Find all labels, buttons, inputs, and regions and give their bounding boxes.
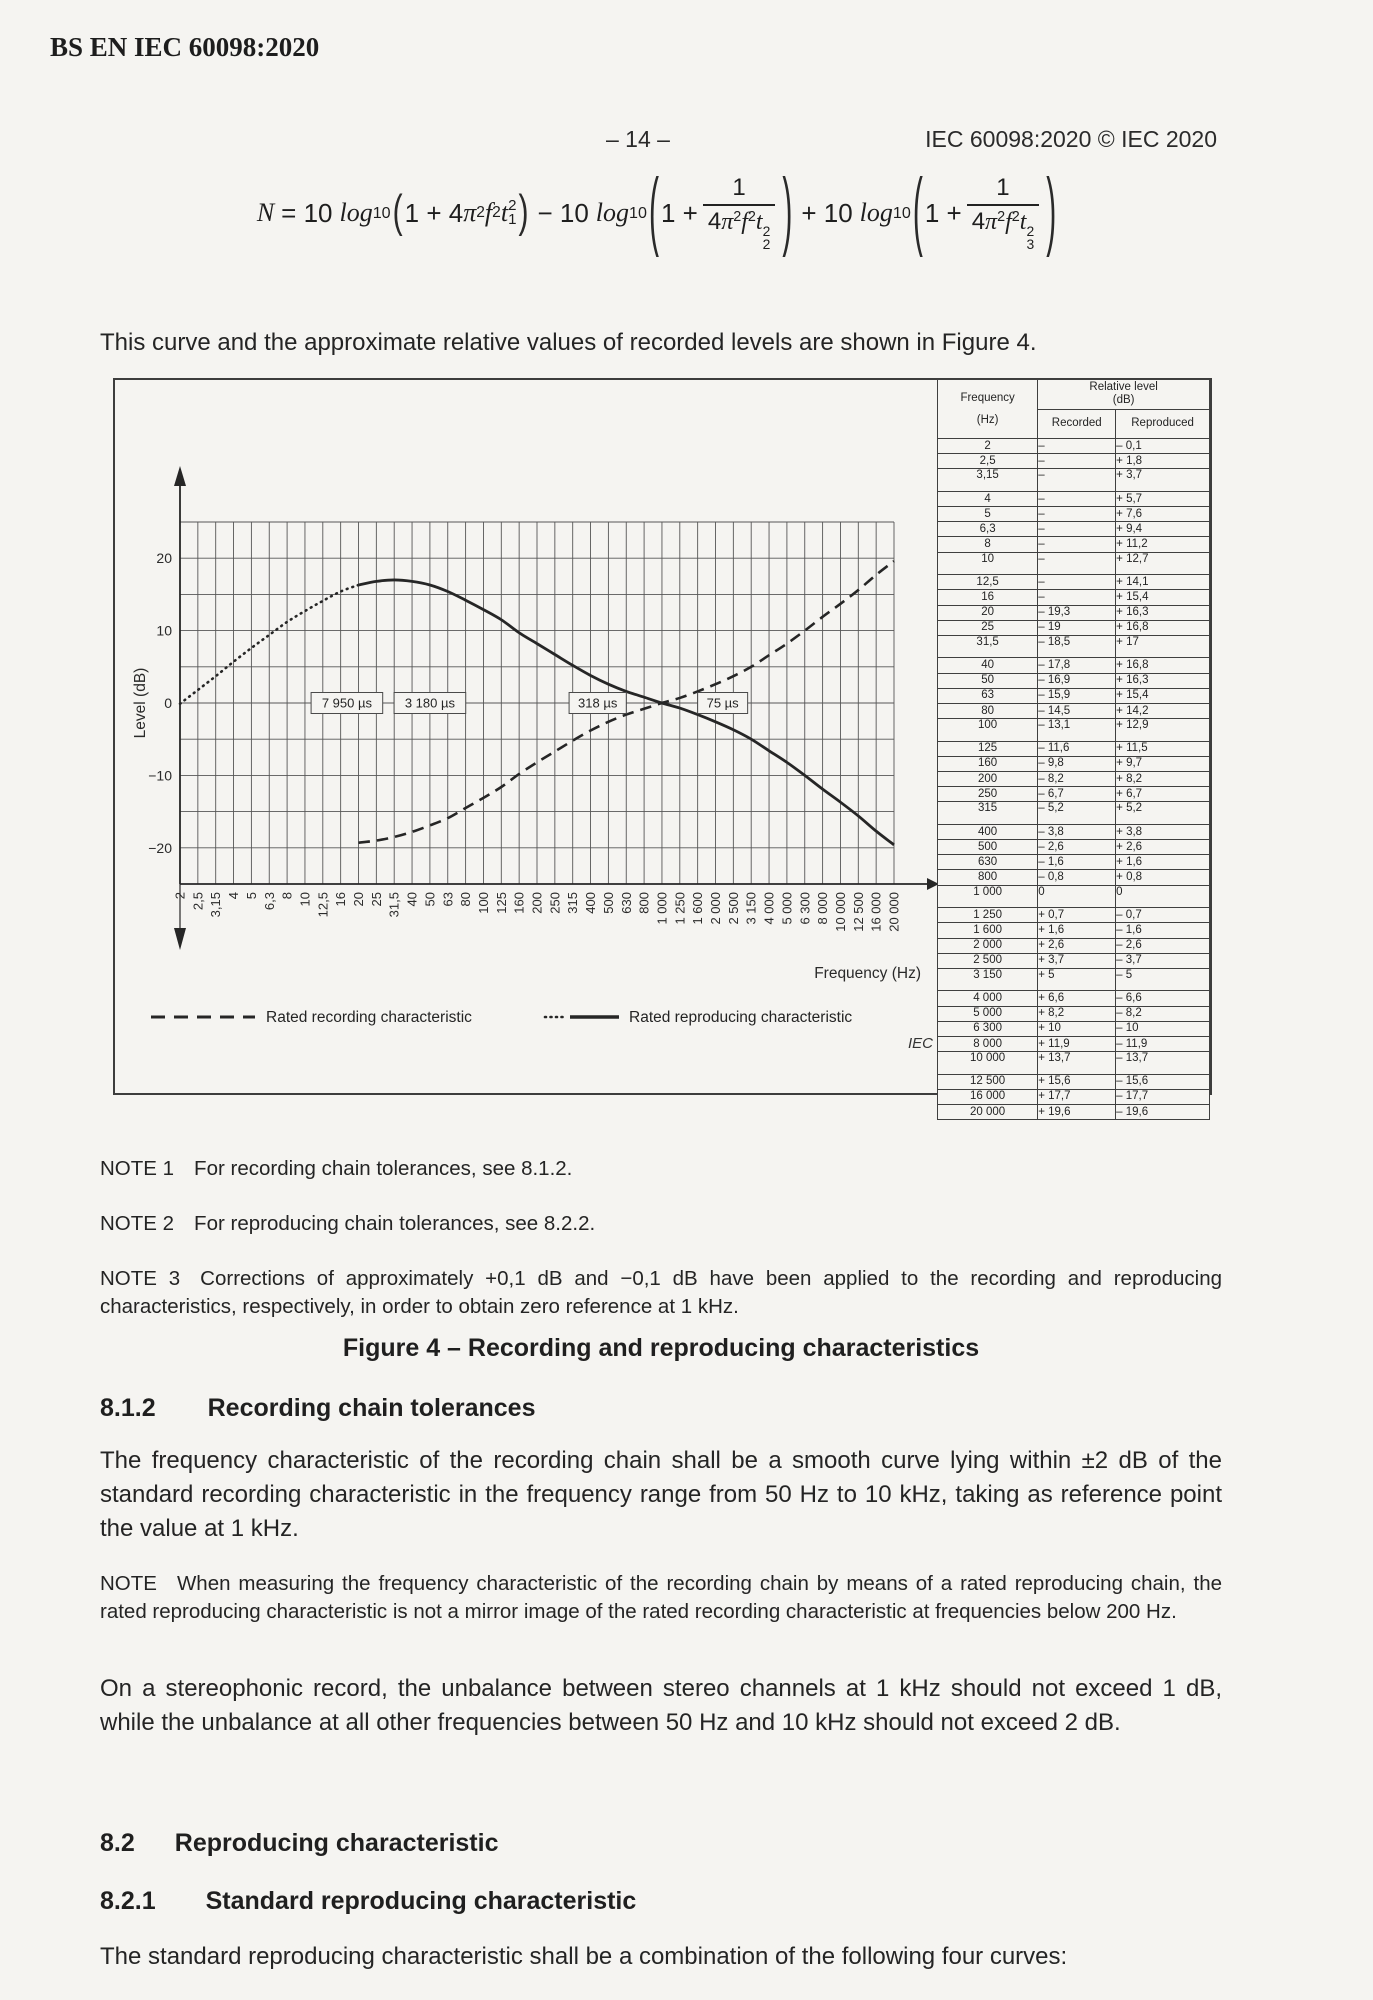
note-8-1-2: NOTE When measuring the frequency characteristic of the recording chain by means of a rated reproducing chain, the rated reproducing characteristic is not a mirror image of the rated recording characteristic at frequencies below 200 Hz. [100,1572,1222,1623]
frequency-cell: 250 [938,787,1038,802]
svg-text:16: 16 [333,892,349,907]
svg-text:6 300: 6 300 [797,892,813,925]
formula-term-1: N = 10 log 10 ( 1 + 4 π 2 f 2 t 2 1 ) [256,187,529,237]
table-row [938,908,1210,923]
reproduced-cell: – 2,6 [1116,938,1210,953]
table-row [938,1089,1210,1104]
table-row [938,454,1210,469]
reproduced-cell: + 0,8 [1116,870,1210,885]
svg-text:1 250: 1 250 [672,892,688,925]
reproduced-cell: – 13,7 [1116,1052,1210,1075]
frequency-cell: 630 [938,855,1038,870]
svg-text:2: 2 [172,892,188,900]
table-row [938,787,1210,802]
svg-text:12,5: 12,5 [315,892,331,918]
reproduced-cell: + 15,4 [1116,590,1210,605]
table-row [938,1052,1210,1075]
frequency-cell: 8 000 [938,1036,1038,1051]
y-axis-label: Level (dB) [132,667,149,739]
svg-text:7 950 µs: 7 950 µs [321,695,372,711]
reproduced-cell: – 0,7 [1116,908,1210,923]
relative-level-table [937,379,1210,1120]
table-row [938,1021,1210,1036]
svg-text:250: 250 [547,892,563,914]
table-row [938,439,1210,454]
frequency-cell: 6 300 [938,1021,1038,1036]
recorded-cell: + 15,6 [1038,1074,1116,1089]
svg-text:20 000: 20 000 [886,892,902,932]
svg-text:4: 4 [226,892,242,900]
reproduced-cell: – 5 [1116,968,1210,991]
paren-close: ) [782,163,793,260]
frequency-cell: 40 [938,658,1038,673]
recorded-cell: – 5,2 [1038,802,1116,825]
recorded-cell: – 16,9 [1038,673,1116,688]
table-row [938,719,1210,742]
recorded-cell: – 18,5 [1038,635,1116,658]
svg-text:40: 40 [404,892,420,907]
table-row [938,507,1210,522]
svg-text:0: 0 [164,695,172,711]
svg-text:3,15: 3,15 [208,892,224,918]
table-row [938,756,1210,771]
svg-text:2,5: 2,5 [190,892,206,911]
formula-term-2: − 10 log 10 ( 1 + 1 $4\pi^2f^2t$ 2 2 ) [537,174,794,251]
y-axis-tick-labels [148,550,172,856]
reproduced-cell: + 11,2 [1116,537,1210,552]
recorded-cell: – 9,8 [1038,756,1116,771]
x-axis-tick-labels [173,892,902,932]
frequency-cell: 50 [938,673,1038,688]
frequency-cell: 16 [938,590,1038,605]
svg-text:75 µs: 75 µs [706,695,739,711]
paragraph-stereo: On a stereophonic record, the unbalance between stereo channels at 1 kHz should not exceed 1 dB, while the unbalance at all other frequencies between 50 Hz and 10 kHz should not exceed 2 dB. [100,1675,1222,1736]
recorded-cell: – 2,6 [1038,840,1116,855]
svg-text:8: 8 [279,892,295,900]
frequency-cell: 800 [938,870,1038,885]
recorded-cell: – 19 [1038,620,1116,635]
svg-text:160: 160 [511,892,527,914]
reproduced-cell: + 16,8 [1116,658,1210,673]
heading-8-2-1: 8.2.1 Standard reproducing characteristic [100,1887,637,1915]
recorded-cell: – [1038,575,1116,590]
frequency-cell: 1 600 [938,923,1038,938]
reproduced-cell: + 16,8 [1116,620,1210,635]
relative-level-header: Relative level (dB) [1038,380,1210,410]
svg-text:125: 125 [493,892,509,914]
svg-text:Rated reproducing characterist: Rated reproducing characteristic [629,1009,853,1026]
recorded-cell: + 5 [1038,968,1116,991]
svg-text:−10: −10 [148,767,172,784]
reproduced-cell: – 0,1 [1116,439,1210,454]
reproduced-cell: – 6,6 [1116,991,1210,1006]
recorded-cell: – [1038,469,1116,492]
paren-close: ) [518,187,529,237]
svg-text:2 500: 2 500 [725,892,741,925]
svg-text:630: 630 [618,892,634,914]
svg-text:5 000: 5 000 [779,892,795,925]
svg-text:80: 80 [458,892,474,907]
reproduced-cell: + 5,2 [1116,802,1210,825]
recorded-cell: + 11,9 [1038,1036,1116,1051]
svg-text:318 µs: 318 µs [578,695,618,711]
table-row [938,923,1210,938]
table-row [938,522,1210,537]
table-row [938,840,1210,855]
svg-text:12 500: 12 500 [850,892,866,932]
svg-text:Rated recording characteristic: Rated recording characteristic [266,1009,472,1026]
table-row [938,1105,1210,1120]
recorded-cell: – 17,8 [1038,658,1116,673]
frequency-cell: 4 [938,491,1038,506]
recorded-cell: – 13,1 [1038,719,1116,742]
table-row [938,1036,1210,1051]
paren-open: ( [648,163,659,260]
reproduced-cell: + 7,6 [1116,507,1210,522]
reproduced-cell: + 6,7 [1116,787,1210,802]
svg-text:200: 200 [529,892,545,914]
table-row [938,741,1210,756]
frequency-cell: 2,5 [938,454,1038,469]
frequency-cell: 31,5 [938,635,1038,658]
table-row [938,673,1210,688]
note-3: NOTE 3 Corrections of approximately +0,1 dB and −0,1 dB have been applied to the recording and reproducing characteristics, respectively, in order to obtain zero reference at 1 kHz. [100,1267,1222,1318]
svg-text:100: 100 [475,892,491,914]
frequency-cell: 10 000 [938,1052,1038,1075]
svg-text:−20: −20 [148,839,172,856]
svg-text:6,3: 6,3 [261,892,277,911]
frequency-cell: 1 000 [938,885,1038,908]
frequency-cell: 16 000 [938,1089,1038,1104]
svg-text:800: 800 [636,892,652,914]
iec-mark: IEC [907,1035,933,1052]
frequency-cell: 3,15 [938,469,1038,492]
table-row [938,552,1210,575]
frequency-cell: 200 [938,772,1038,787]
reproduced-cell: + 14,2 [1116,703,1210,718]
frequency-cell: 400 [938,824,1038,839]
reproduced-column-header: Reproduced [1116,409,1210,439]
recorded-cell: + 2,6 [1038,938,1116,953]
table-row [938,991,1210,1006]
table-row [938,938,1210,953]
table-header [938,380,1210,439]
table-row [938,802,1210,825]
frequency-cell: 12 500 [938,1074,1038,1089]
recorded-cell: – 0,8 [1038,870,1116,885]
recorded-cell: – [1038,439,1116,454]
recorded-cell: – [1038,590,1116,605]
svg-text:63: 63 [440,892,456,907]
page-number: – 14 – [606,126,670,152]
frequency-cell: 2 [938,439,1038,454]
frequency-cell: 160 [938,756,1038,771]
reproduced-cell: – 11,9 [1116,1036,1210,1051]
svg-text:10: 10 [156,622,172,639]
reproduced-cell: + 9,7 [1116,756,1210,771]
svg-text:315: 315 [565,892,581,914]
frequency-cell: 2 000 [938,938,1038,953]
x-axis-label: Frequency (Hz) [814,965,921,982]
note-2: NOTE 2 For reproducing chain tolerances, see 8.2.2. [100,1212,596,1235]
recorded-cell: – 1,6 [1038,855,1116,870]
reproduced-cell: + 12,7 [1116,552,1210,575]
paren-open: ( [912,163,923,260]
reproduced-cell: – 10 [1116,1021,1210,1036]
table-row [938,469,1210,492]
recorded-cell: + 10 [1038,1021,1116,1036]
reproduced-cell: 0 [1116,885,1210,908]
reproduced-cell: + 8,2 [1116,772,1210,787]
reproduced-cell: + 3,7 [1116,469,1210,492]
recorded-cell: + 3,7 [1038,953,1116,968]
reproduced-cell: + 1,8 [1116,454,1210,469]
time-constant-label [311,693,383,714]
recorded-cell: + 8,2 [1038,1006,1116,1021]
recorded-cell: – 3,8 [1038,824,1116,839]
table-row [938,1006,1210,1021]
recorded-column-header: Recorded [1038,409,1116,439]
recorded-cell: + 13,7 [1038,1052,1116,1075]
recorded-cell: + 19,6 [1038,1105,1116,1120]
reproduced-cell: + 16,3 [1116,605,1210,620]
frequency-cell: 6,3 [938,522,1038,537]
paren-close: ) [1046,163,1057,260]
svg-text:20: 20 [156,550,172,567]
svg-text:5: 5 [243,892,259,900]
paragraph-8-1-2: The frequency characteristic of the recording chain shall be a smooth curve lying within ±2 dB of the standard recording characteristic in the frequency range from 50 Hz to 10 kHz, taking as reference point the value at 1 kHz. [100,1447,1222,1542]
heading-8-1-2: 8.1.2 Recording chain tolerances [100,1394,536,1422]
table-row [938,537,1210,552]
recorded-cell: – [1038,454,1116,469]
reproduced-cell: + 16,3 [1116,673,1210,688]
frequency-cell: 5 [938,507,1038,522]
frequency-cell: 1 250 [938,908,1038,923]
recorded-cell: – 19,3 [1038,605,1116,620]
frequency-cell: 25 [938,620,1038,635]
frequency-cell: 3 150 [938,968,1038,991]
frequency-cell: 500 [938,840,1038,855]
table-row [938,953,1210,968]
table-row [938,772,1210,787]
reproduced-cell: + 1,6 [1116,855,1210,870]
svg-text:10 000: 10 000 [832,892,848,932]
chart-grid [180,522,894,884]
svg-text:25: 25 [368,892,384,907]
formula-term-3: + 10 log 10 ( 1 + 1 $4\pi^2f^2t$ 2 3 ) [801,174,1058,251]
recorded-cell: – [1038,522,1116,537]
reproduced-cell: – 17,7 [1116,1089,1210,1104]
svg-text:20: 20 [351,892,366,907]
recorded-cell: – 6,7 [1038,787,1116,802]
reproduced-cell: + 14,1 [1116,575,1210,590]
document-reference: IEC 60098:2020 © IEC 2020 [925,126,1217,152]
reproduced-cell: + 11,5 [1116,741,1210,756]
frequency-cell: 315 [938,802,1038,825]
table-row [938,491,1210,506]
time-constant-label [569,693,626,714]
svg-text:3 180 µs: 3 180 µs [404,695,455,711]
svg-text:4 000: 4 000 [761,892,777,925]
fraction: 1 $4\pi^2f^2t$ 2 2 [703,174,776,251]
svg-text:50: 50 [422,892,438,907]
svg-text:3 150: 3 150 [743,892,759,925]
recorded-cell: – 11,6 [1038,741,1116,756]
noise-weighting-formula [100,158,1215,268]
frequency-cell: 12,5 [938,575,1038,590]
frequency-cell: 8 [938,537,1038,552]
table-row [938,575,1210,590]
intro-paragraph: This curve and the approximate relative values of recorded levels are shown in Figure 4. [100,329,1037,356]
table-row [938,635,1210,658]
heading-8-2: 8.2 Reproducing characteristic [100,1829,499,1857]
paren-open: ( [392,187,403,237]
recorded-cell: – [1038,537,1116,552]
frequency-cell: 5 000 [938,1006,1038,1021]
frequency-cell: 80 [938,703,1038,718]
table-row [938,590,1210,605]
frequency-cell: 2 500 [938,953,1038,968]
frequency-cell: 63 [938,688,1038,703]
svg-text:31,5: 31,5 [386,892,402,918]
paragraph-8-2-1: The standard reproducing characteristic shall be a combination of the following four curves: [100,1943,1068,1970]
table-row [938,968,1210,991]
reproduced-cell: – 8,2 [1116,1006,1210,1021]
recorded-cell: – [1038,491,1116,506]
recorded-cell: – [1038,552,1116,575]
table-row [938,855,1210,870]
note-1: NOTE 1 For recording chain tolerances, see 8.1.2. [100,1157,573,1180]
figure-caption: Figure 4 – Recording and reproducing characteristics [342,1334,980,1362]
table-row [938,605,1210,620]
frequency-cell: 20 [938,605,1038,620]
recorded-cell: + 0,7 [1038,908,1116,923]
reproduced-cell: – 15,6 [1116,1074,1210,1089]
reproduced-cell: – 3,7 [1116,953,1210,968]
reproduced-cell: + 17 [1116,635,1210,658]
svg-text:2 000: 2 000 [708,892,723,925]
reproduced-cell: + 2,6 [1116,840,1210,855]
recorded-cell: – [1038,507,1116,522]
figure-4 [113,378,1212,1118]
svg-text:10: 10 [297,892,313,907]
frequency-cell: 100 [938,719,1038,742]
recorded-cell: 0 [1038,885,1116,908]
recorded-cell: + 1,6 [1038,923,1116,938]
recorded-cell: + 17,7 [1038,1089,1116,1104]
standard-reference: BS EN IEC 60098:2020 [50,32,320,62]
svg-text:400: 400 [583,892,599,914]
svg-text:8 000: 8 000 [815,892,831,925]
table-row [938,620,1210,635]
relative-level-table-wrap [937,379,1210,1120]
recorded-cell: + 6,6 [1038,991,1116,1006]
table-row [938,658,1210,673]
chart-legend [151,1009,852,1026]
table-row [938,885,1210,908]
table-row [938,703,1210,718]
reproduced-cell: – 1,6 [1116,923,1210,938]
frequency-cell: 125 [938,741,1038,756]
frequency-cell: 4 000 [938,991,1038,1006]
svg-text:1 000: 1 000 [654,892,670,925]
table-row [938,824,1210,839]
axes [174,466,939,950]
frequency-cell: 20 000 [938,1105,1038,1120]
svg-text:500: 500 [600,892,616,914]
svg-text:1 600: 1 600 [690,892,706,925]
svg-text:16 000: 16 000 [868,892,884,932]
reproduced-cell: + 15,4 [1116,688,1210,703]
reproduced-cell: + 5,7 [1116,491,1210,506]
table-row [938,688,1210,703]
time-constant-label [394,693,466,714]
reproduced-cell: + 12,9 [1116,719,1210,742]
time-constant-label [698,693,748,714]
frequency-cell: 10 [938,552,1038,575]
reproduced-cell: – 19,6 [1116,1105,1210,1120]
recorded-cell: – 14,5 [1038,703,1116,718]
reproduced-cell: + 3,8 [1116,824,1210,839]
table-row [938,870,1210,885]
recorded-cell: – 15,9 [1038,688,1116,703]
fraction: 1 $4\pi^2f^2t$ 2 3 [967,174,1040,251]
frequency-column-header: Frequency (Hz) [938,380,1038,439]
recorded-cell: – 8,2 [1038,772,1116,787]
table-row [938,1074,1210,1089]
reproduced-cell: + 9,4 [1116,522,1210,537]
table-body [938,439,1210,1120]
